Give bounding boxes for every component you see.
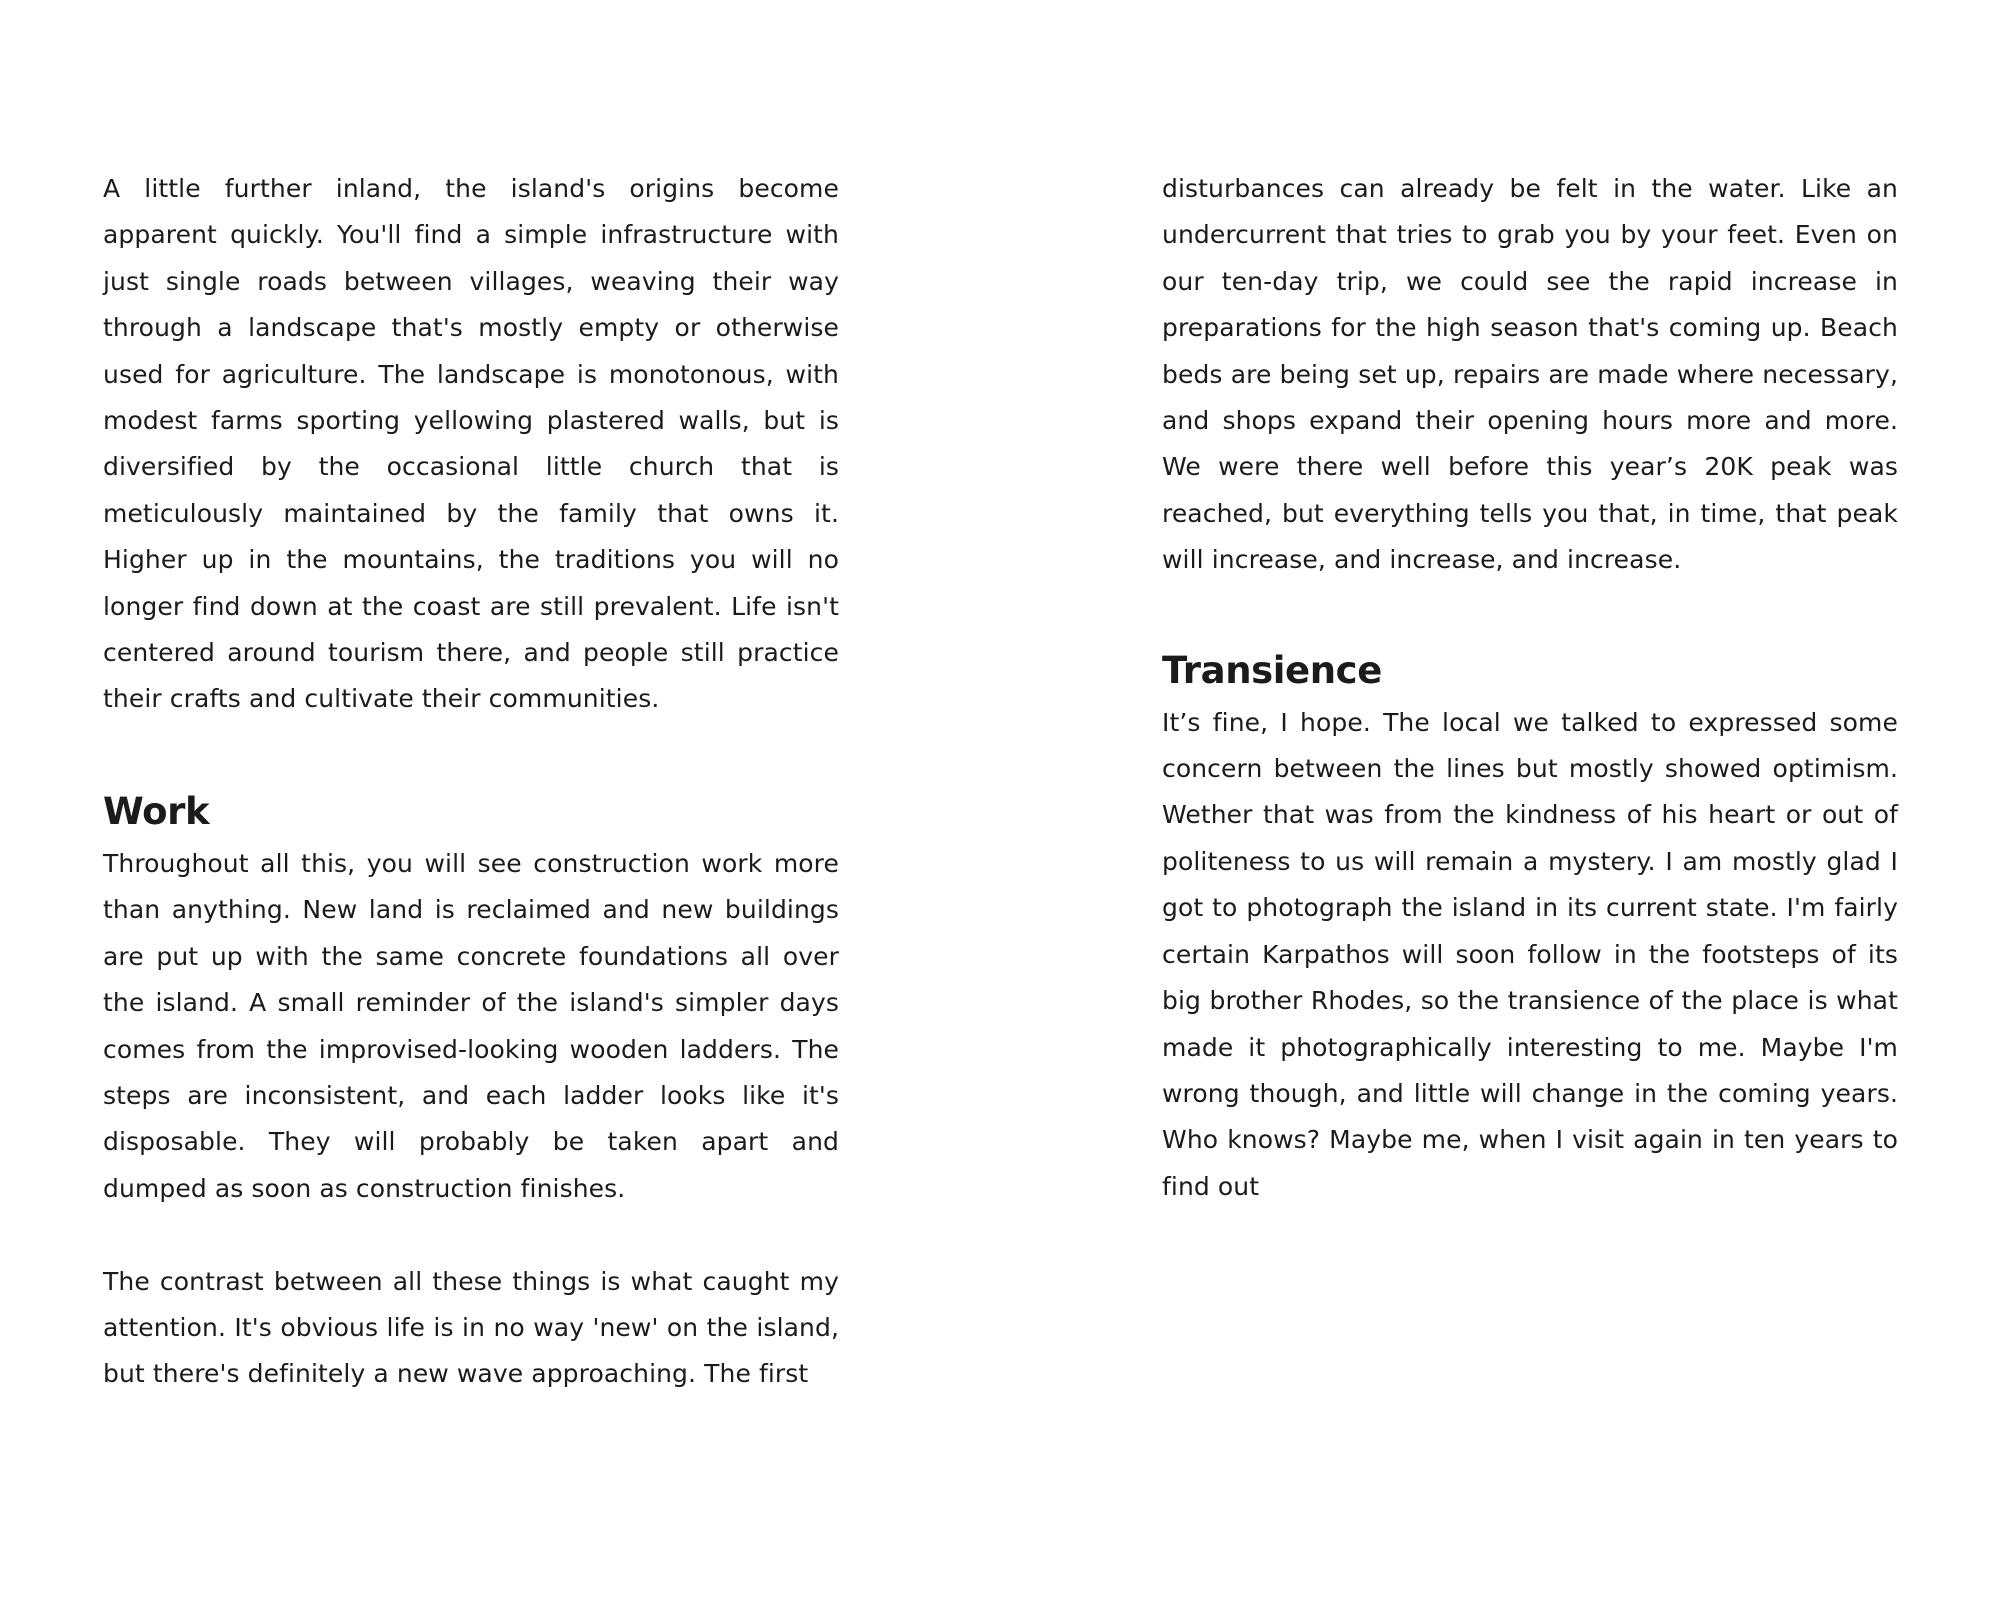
heading-transience: Transience — [1162, 648, 1382, 692]
paragraph-contrast: The contrast between all these things is what caught my attention. It's obvious life is in no way 'new' on the island, but there's definitely a new wave approaching. The first — [103, 1266, 839, 1389]
left-column — [103, 166, 839, 1398]
heading-work: Work — [103, 789, 210, 833]
paragraph-inland: A little further inland, the island's origins become apparent quickly. You'll find a simple infrastructure with just single roads between villages, weaving their way through a landscape that's mostly empty or otherwise used for agriculture. The landscape is monotonous, with modest farms sporting yellowing plastered walls, but is diversified by the occasional little church that is meticulously maintained by the family that owns it. Higher up in the mountains, the traditions you will no longer find down at the coast are still prevalent. Life isn't centered around tourism there, and people still practice their crafts and cultivate their communities. — [103, 174, 839, 714]
paragraph-transience: It’s fine, I hope. The local we talked to expressed some concern between the lines but mostly showed optimism. Wether that was from the kindness of his heart or out of politeness to us will remain a mystery. I am mostly glad I got to photograph the island in its current state. I'm fairly certain Karpathos will soon follow in the footsteps of its big brother Rhodes, so the transience of the place is what made it photographically interesting to me. Maybe I'm wrong though, and little will change in the coming years. Who knows? Maybe me, when I visit again in ten years to find out — [1162, 707, 1898, 1201]
paragraph-construction: Throughout all this, you will see construction work more than anything. New land is reclaimed and new buildings are put up with the same concrete foundations all over the island. A small reminder of the island's simpler days comes from the improvised-looking wooden ladders. The steps are inconsistent, and each ladder looks like it's disposable. They will probably be taken apart and dumped as soon as construction finishes. — [103, 848, 839, 1203]
paragraph-disturbances: disturbances can already be felt in the water. Like an undercurrent that tries to grab you by your feet. Even on our ten-day trip, we could see the rapid increase in preparations for the high season that's coming up. Beach beds are being set up, repairs are made where necessary, and shops expand their opening hours more and more. We were there well before this year’s 20K peak was reached, but everything tells you that, in time, that peak will increase, and increase, and increase. — [1162, 174, 1898, 575]
right-column — [1162, 166, 1898, 1210]
